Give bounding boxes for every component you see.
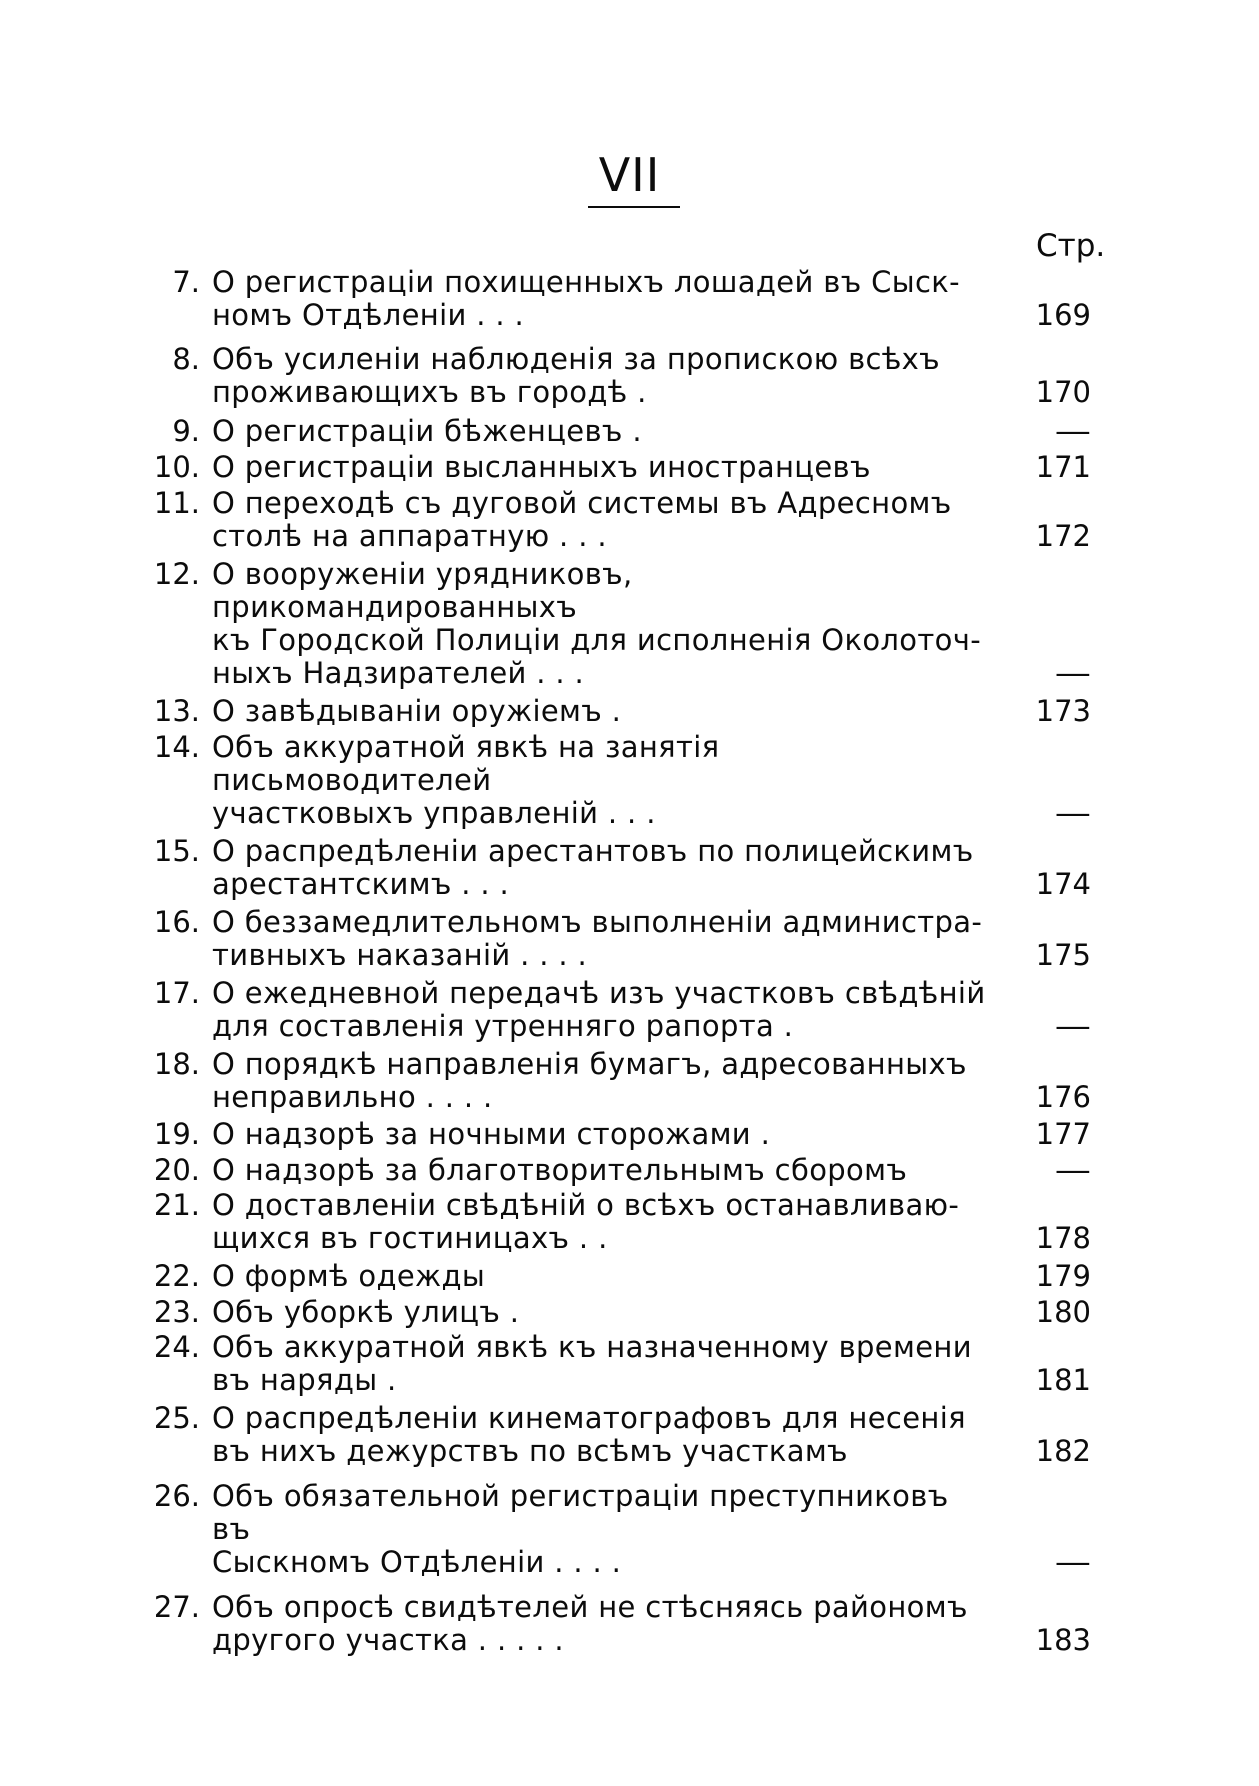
toc-entry [0,1189,1259,1255]
toc-entry-page: 174 [1035,867,1091,901]
toc-entry-page: — [1054,656,1091,690]
toc-entry [0,1154,1259,1187]
toc-entry-page: 176 [1035,1080,1091,1114]
toc-entry-page: 180 [1035,1295,1091,1329]
toc-entry-title: О регистраціи похищенныхъ лошадей въ Сыск- номъ Отдѣленіи . . . [212,265,960,332]
toc-entry-page: 183 [1035,1623,1091,1657]
toc-entry-page: 169 [1035,298,1091,332]
toc-entry-title: О распредѣленіи кинематографовъ для несенія въ нихъ дежурствъ по всѣмъ участкамъ [212,1401,966,1468]
toc-entry-number: 18. [153,1047,200,1081]
toc-entry-page: 177 [1035,1117,1091,1151]
toc-entry-page: 175 [1035,938,1091,972]
toc-entry-title: О регистраціи бѣженцевъ . [212,414,642,448]
toc-entry [0,451,1259,484]
toc-entry [0,1331,1259,1397]
toc-entry-title: О завѣдываніи оружіемъ . [212,694,622,728]
toc-entry [0,731,1259,830]
toc-entry-number: 17. [153,976,200,1010]
toc-entry [0,1048,1259,1114]
toc-entry-title: Объ опросѣ свидѣтелей не стѣсняясь райономъ другого участка . . . . . [212,1590,968,1657]
toc-entry-title: Объ обязательной регистраціи преступниковъ въ Сыскномъ Отдѣленіи . . . . [212,1479,949,1579]
toc-entry-number: 23. [153,1295,200,1329]
toc-entry-title: Объ уборкѣ улицъ . [212,1295,520,1329]
toc-entry-number: 9. [172,414,200,448]
toc-entry-title: Объ усиленіи наблюденія за пропискою всѣхъ проживающихъ въ городѣ . [212,342,941,409]
toc-entry [0,977,1259,1043]
toc-entry [0,1591,1259,1657]
toc-entry [0,1296,1259,1329]
toc-entry-number: 12. [153,557,200,591]
toc-entry [0,1260,1259,1293]
toc-entry-title: Объ аккуратной явкѣ на занятія письмоводителей участковыхъ управленій . . . [212,730,720,830]
toc-entry-title: О порядкѣ направленія бумагъ, адресованныхъ неправильно . . . . [212,1047,967,1114]
toc-entry-page: 179 [1035,1259,1091,1293]
toc-entry [0,1480,1259,1579]
toc-entry-title: О переходѣ съ дуговой системы въ Адресномъ столѣ на аппаратную . . . [212,486,952,553]
toc-entry-title: О доставленіи свѣдѣній о всѣхъ останавливаю- щихся въ гостиницахъ . . [212,1188,960,1255]
toc-entry-page: — [1054,414,1091,448]
toc-entry-number: 27. [153,1590,200,1624]
toc-entry-number: 10. [153,450,200,484]
toc-entry-number: 19. [153,1117,200,1151]
toc-entry-number: 21. [153,1188,200,1222]
toc-entry-number: 24. [153,1330,200,1364]
toc-entry [0,558,1259,690]
toc-entry-title: О надзорѣ за ночными сторожами . [212,1117,771,1151]
toc-entry-page: — [1054,796,1091,830]
toc-entry-page: 182 [1035,1434,1091,1468]
toc-entry-page: 172 [1035,519,1091,553]
toc-entry-page: 173 [1035,694,1091,728]
toc-entry-title: О формѣ одежды [212,1259,486,1293]
toc-entry [0,695,1259,728]
toc-entry-title: О беззамедлительномъ выполненіи администра- тивныхъ наказаній . . . . [212,905,983,972]
toc-entry-number: 25. [153,1401,200,1435]
toc-entry-number: 13. [153,694,200,728]
toc-entry-page: 181 [1035,1363,1091,1397]
toc-entry [0,1402,1259,1468]
toc-entry [0,835,1259,901]
table-of-contents [0,262,1259,1657]
page-number: VII [598,148,661,202]
toc-entry-title: О надзорѣ за благотворительнымъ сборомъ [212,1153,908,1187]
page-column-header: Стр. [1036,228,1106,264]
toc-entry-number: 20. [153,1153,200,1187]
toc-entry-title: О ежедневной передачѣ изъ участковъ свѣдѣній для составленія утренняго рапорта . [212,976,986,1043]
toc-entry-title: О распредѣленіи арестантовъ по полицейскимъ арестантскимъ . . . [212,834,974,901]
toc-entry-title: Объ аккуратной явкѣ къ назначенному времени въ наряды . [212,1330,972,1397]
toc-entry-page: 178 [1035,1221,1091,1255]
toc-entry [0,906,1259,972]
toc-entry [0,343,1259,409]
toc-entry [0,415,1259,448]
toc-entry-page: 171 [1035,450,1091,484]
toc-entry-title: О вооруженіи урядниковъ, прикомандированныхъ къ Городской Полиціи для исполненія Околоточ- ныхъ Надзирателей . . . [212,557,982,690]
toc-entry-title: О регистраціи высланныхъ иностранцевъ [212,450,871,484]
toc-entry-page: — [1054,1009,1091,1043]
toc-entry-number: 7. [172,265,200,299]
toc-entry-number: 15. [153,834,200,868]
page-number-rule [588,206,680,208]
toc-entry-number: 11. [153,486,200,520]
toc-entry [0,266,1259,332]
toc-entry [0,487,1259,553]
toc-entry-page: — [1054,1545,1091,1579]
toc-entry-number: 8. [172,342,200,376]
toc-entry-number: 14. [153,730,200,764]
toc-entry-number: 26. [153,1479,200,1513]
toc-entry-number: 16. [153,905,200,939]
toc-entry-page: 170 [1035,375,1091,409]
toc-entry [0,1118,1259,1151]
toc-entry-page: — [1054,1153,1091,1187]
toc-entry-number: 22. [153,1259,200,1293]
